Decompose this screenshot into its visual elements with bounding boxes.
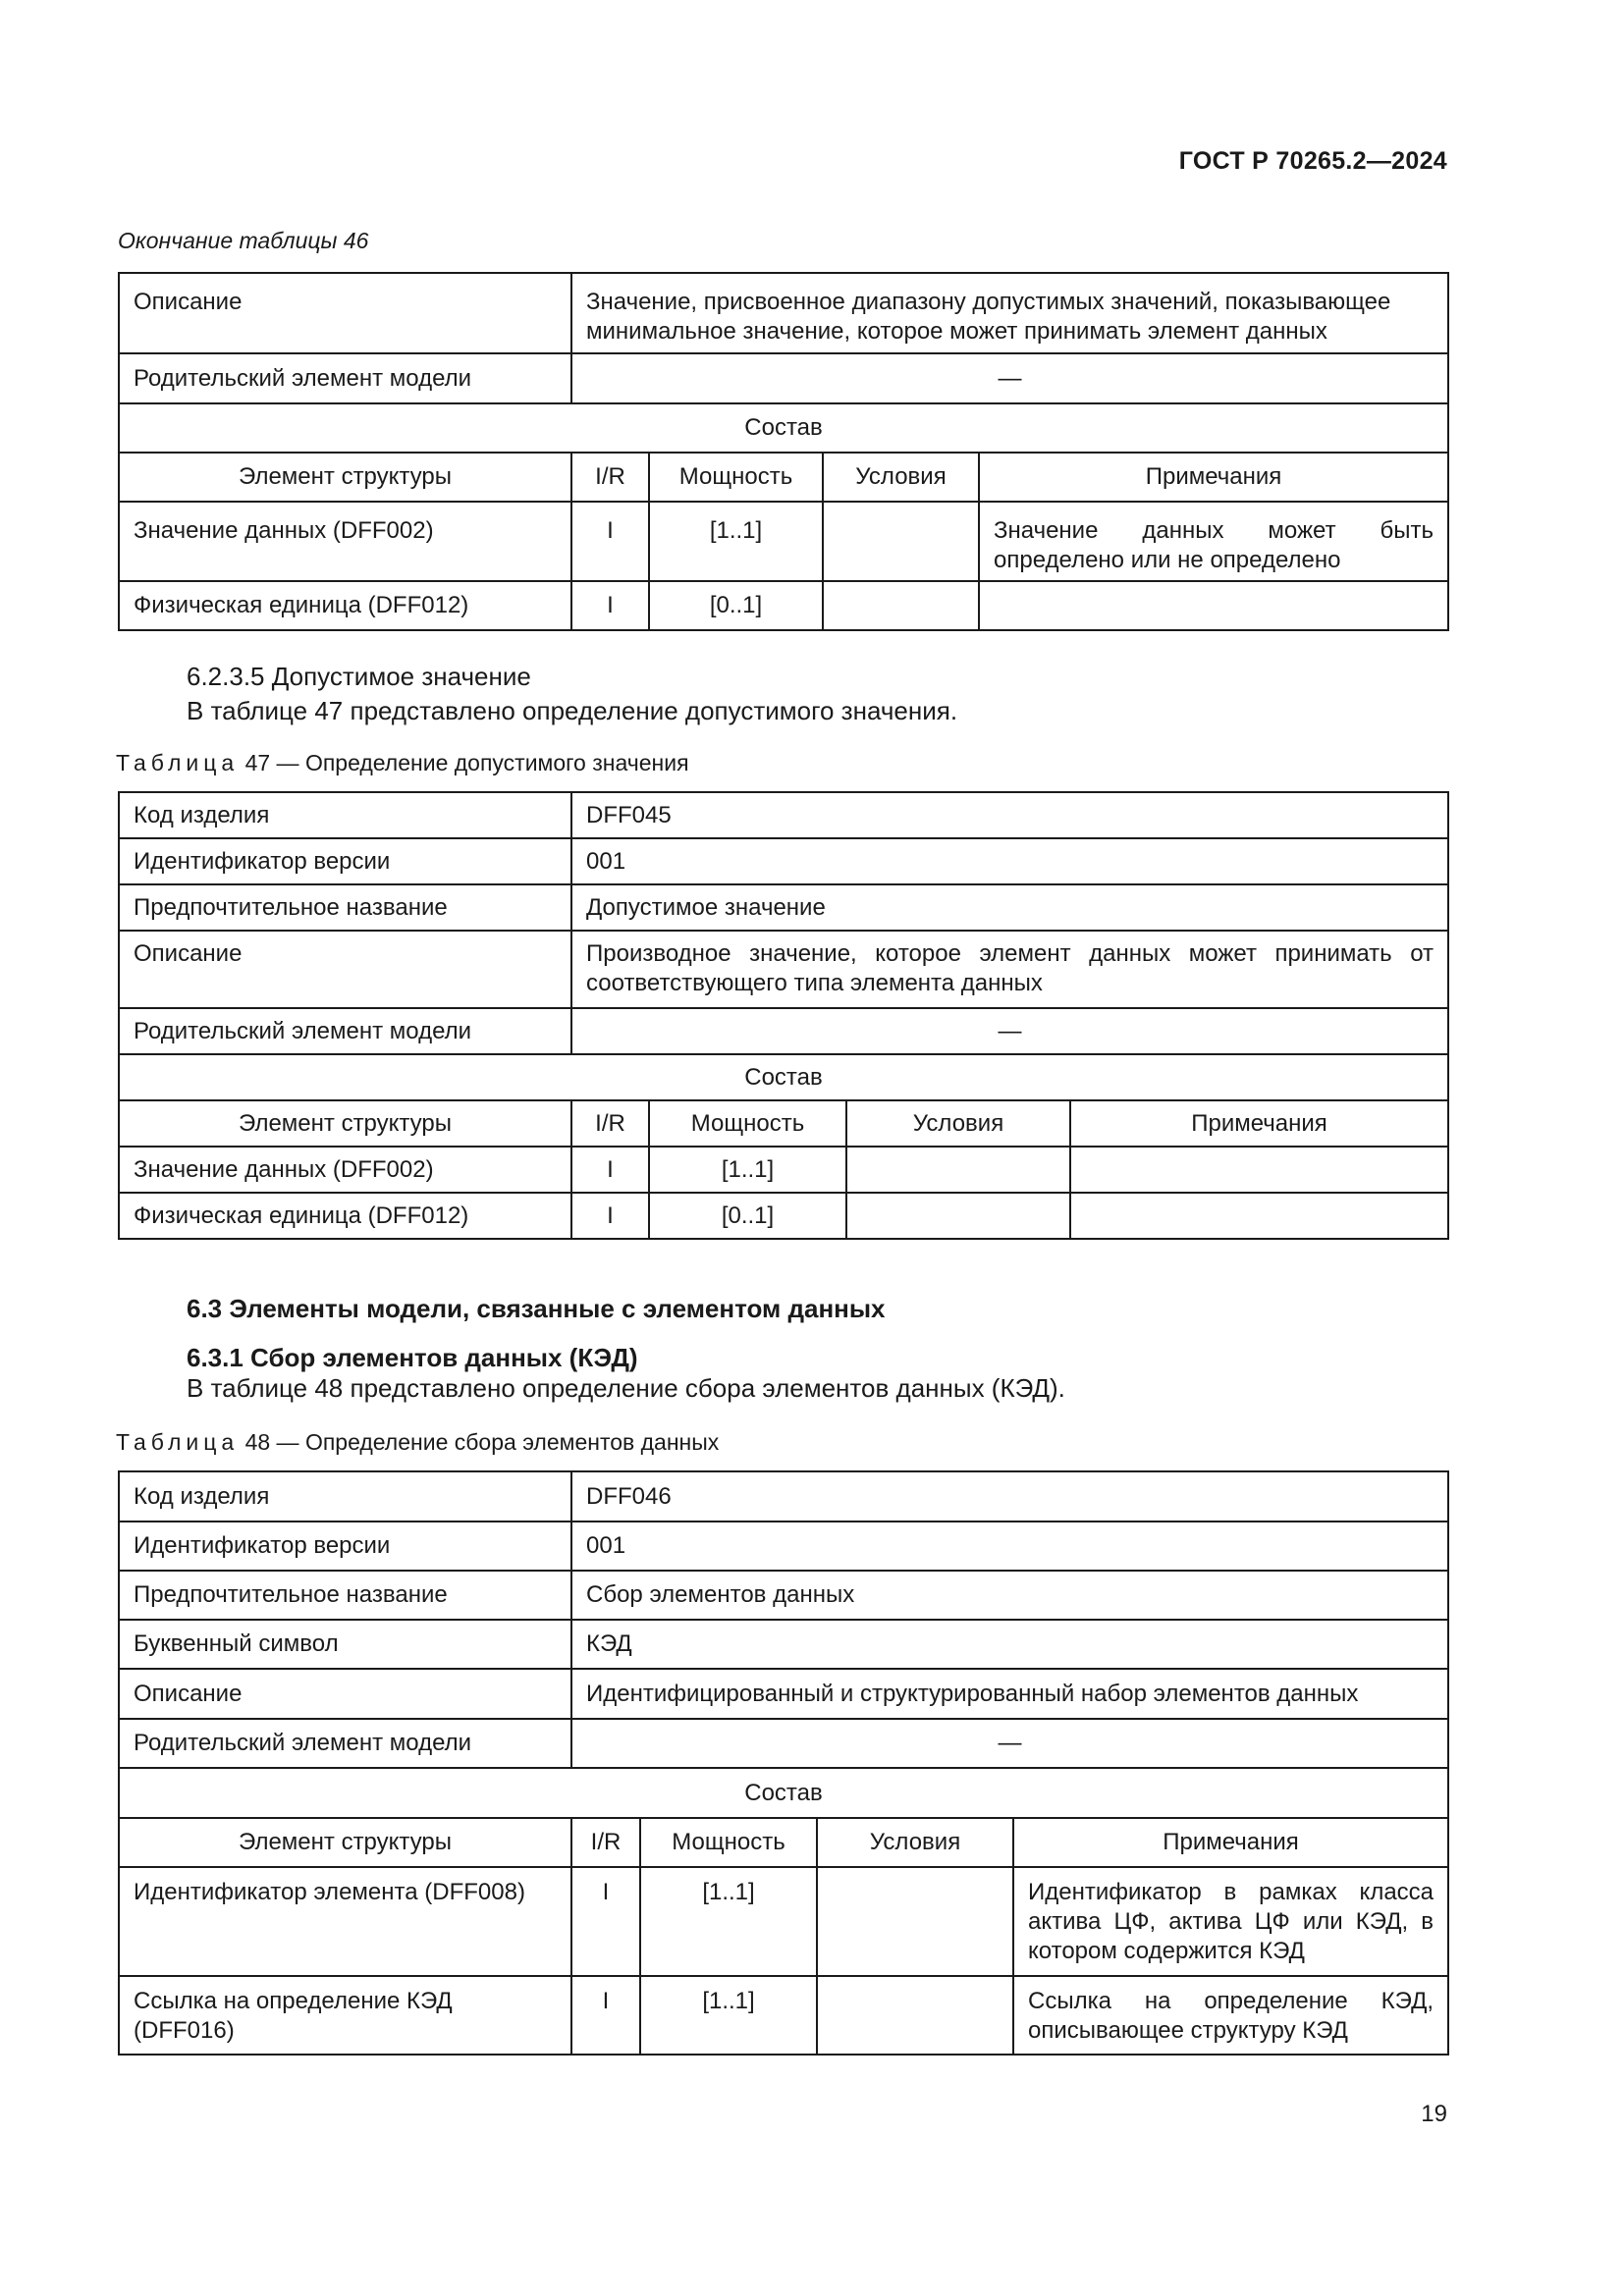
section-6-3-1-text: В таблице 48 представлено определение сбора элементов данных (КЭД). [187,1373,1065,1403]
row-conditions [817,1976,1013,2055]
page-number: 19 [1421,2101,1447,2127]
description-value: Значение, присвоенное диапазону допустимых значений, показывающее минимальное значение, которое может принимать элемент данных [571,273,1448,353]
document-code: ГОСТ Р 70265.2—2024 [1178,147,1447,175]
row-notes [1070,1147,1448,1193]
table-row [119,1193,1448,1239]
column-header-notes: Примечания [979,453,1448,502]
row-cardinality: [1..1] [649,502,823,581]
row-cardinality: [0..1] [649,1193,846,1239]
product-code-value: DFF046 [571,1471,1448,1522]
preferred-name-label: Предпочтительное название [119,884,571,931]
description-value: Идентифицированный и структурированный набор элементов данных [571,1669,1448,1719]
version-id-label: Идентификатор версии [119,1522,571,1571]
parent-element-label: Родительский элемент модели [119,353,571,403]
row-notes [979,581,1448,630]
column-header-notes: Примечания [1070,1100,1448,1147]
row-conditions [823,502,979,581]
row-cardinality: [1..1] [649,1147,846,1193]
column-header-notes: Примечания [1013,1818,1448,1867]
row-ir: I [571,502,649,581]
description-label: Описание [119,1669,571,1719]
column-header-cardinality: Мощность [640,1818,817,1867]
table-caption-word: Таблица [116,1429,240,1455]
row-notes: Идентификатор в рамках класса актива ЦФ, актива ЦФ или КЭД, в котором содержится КЭД [1013,1867,1448,1976]
parent-element-value: — [571,353,1448,403]
row-ir: I [571,581,649,630]
column-header-element: Элемент структуры [119,1818,571,1867]
table-46 [118,272,1449,631]
letter-symbol-value: КЭД [571,1620,1448,1669]
row-conditions [846,1193,1070,1239]
column-header-element: Элемент структуры [119,453,571,502]
table-48 [118,1470,1449,2056]
table-row [119,581,1448,630]
description-value: Производное значение, которое элемент данных может принимать от соответствующего типа элемента данных [571,931,1448,1008]
column-header-conditions: Условия [823,453,979,502]
preferred-name-value: Сбор элементов данных [571,1571,1448,1620]
row-notes: Ссылка на определение КЭД, описывающее структуру КЭД [1013,1976,1448,2055]
row-element: Идентификатор элемента (DFF008) [119,1867,571,1976]
table-47 [118,791,1449,1240]
parent-element-value: — [571,1008,1448,1054]
table-row [119,1147,1448,1193]
row-ir: I [571,1147,649,1193]
column-header-cardinality: Мощность [649,1100,846,1147]
preferred-name-label: Предпочтительное название [119,1571,571,1620]
parent-element-label: Родительский элемент модели [119,1008,571,1054]
column-header-ir: I/R [571,1818,640,1867]
description-label: Описание [119,931,571,1008]
row-cardinality: [1..1] [640,1976,817,2055]
column-header-ir: I/R [571,453,649,502]
parent-element-value: — [571,1719,1448,1768]
section-6-3-heading: 6.3 Элементы модели, связанные с элементом данных [187,1294,886,1323]
table-caption-text: 48 — Определение сбора элементов данных [244,1429,720,1455]
product-code-label: Код изделия [119,792,571,838]
preferred-name-value: Допустимое значение [571,884,1448,931]
row-notes: Значение данных может быть определено или не определено [979,502,1448,581]
version-id-label: Идентификатор версии [119,838,571,884]
parent-element-label: Родительский элемент модели [119,1719,571,1768]
column-header-element: Элемент структуры [119,1100,571,1147]
composition-header: Состав [119,1768,1448,1818]
section-6-2-3-5-heading: 6.2.3.5 Допустимое значение [187,662,531,691]
section-6-3-1-heading: 6.3.1 Сбор элементов данных (КЭД) [187,1343,638,1372]
table-continuation-caption: Окончание таблицы 46 [118,228,369,253]
row-cardinality: [1..1] [640,1867,817,1976]
column-header-conditions: Условия [846,1100,1070,1147]
table-caption-word: Таблица [116,750,240,775]
row-element: Физическая единица (DFF012) [119,1193,571,1239]
version-id-value: 001 [571,1522,1448,1571]
table-caption-text: 47 — Определение допустимого значения [244,750,689,775]
version-id-value: 001 [571,838,1448,884]
product-code-label: Код изделия [119,1471,571,1522]
composition-header: Состав [119,403,1448,453]
row-cardinality: [0..1] [649,581,823,630]
table-row [119,1867,1448,1976]
table-48-caption [116,1429,719,1456]
description-label: Описание [119,273,571,353]
row-element: Физическая единица (DFF012) [119,581,571,630]
table-47-caption [116,750,689,776]
row-ir: I [571,1193,649,1239]
table-row [119,1976,1448,2055]
row-conditions [817,1867,1013,1976]
row-element: Значение данных (DFF002) [119,502,571,581]
row-notes [1070,1193,1448,1239]
row-element: Значение данных (DFF002) [119,1147,571,1193]
row-conditions [846,1147,1070,1193]
row-ir: I [571,1867,640,1976]
table-row [119,502,1448,581]
row-element: Ссылка на определение КЭД (DFF016) [119,1976,571,2055]
section-6-2-3-5-text: В таблице 47 представлено определение допустимого значения. [187,696,958,725]
column-header-ir: I/R [571,1100,649,1147]
row-conditions [823,581,979,630]
column-header-conditions: Условия [817,1818,1013,1867]
product-code-value: DFF045 [571,792,1448,838]
composition-header: Состав [119,1054,1448,1100]
column-header-cardinality: Мощность [649,453,823,502]
row-ir: I [571,1976,640,2055]
letter-symbol-label: Буквенный символ [119,1620,571,1669]
